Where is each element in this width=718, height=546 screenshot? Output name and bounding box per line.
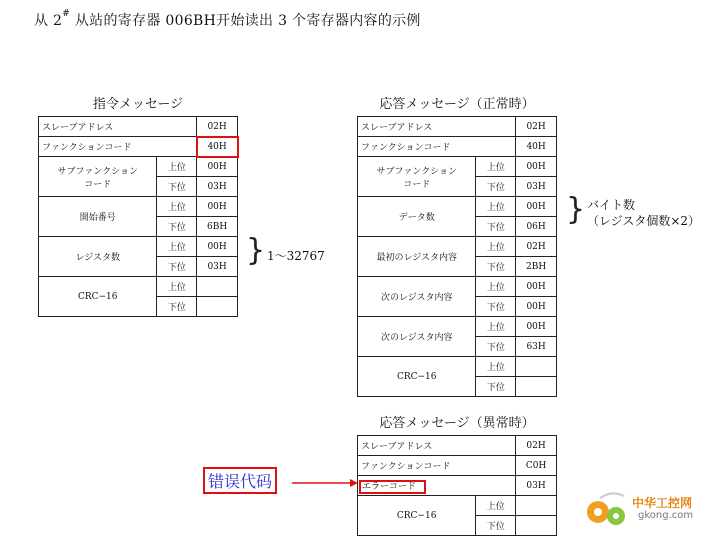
- table-row: データ数 上位 00H: [358, 197, 557, 217]
- table-row: 最初のレジスタ内容 上位 02H: [358, 237, 557, 257]
- byte-count-note: バイト数 （レジスタ個数×2）: [587, 198, 701, 228]
- normal-response-table: スレーブアドレス 02H ファンクションコード 40H サブファンクション コード 上位 00H 下位 03H データ数 上位 00H 下位 06H 最初のレジスタ内容 上位 02H 下位 2BH 次のレジスタ内容 上位 00H 下位 00H 次のレジスタ内容 上位 00H 下位 63H CRC−16 上位 下位: [357, 116, 557, 397]
- callout-arrow: [292, 476, 358, 490]
- register-range-note: 1～32767: [267, 249, 325, 263]
- error-response-caption: 応答メッセージ（異常時）: [379, 416, 535, 431]
- command-table: スレーブアドレス 02H ファンクションコード 40H サブファンクション コード 上位 00H 下位 03H 開始番号 上位 00H 下位 6BH レジスタ数 上位 00H 下位 03H CRC−16 上位 下位: [38, 116, 238, 317]
- table-row: レジスタ数 上位 00H: [39, 237, 238, 257]
- error-code-highlight: エラーコード: [361, 482, 424, 492]
- command-caption: 指令メッセージ: [92, 97, 184, 112]
- table-row: ファンクションコード 40H: [39, 137, 238, 157]
- table-row: スレーブアドレス 02H: [358, 117, 557, 137]
- table-row: ファンクションコード C0H: [358, 456, 557, 476]
- table-row: エラーコード 03H: [358, 476, 557, 496]
- byte-count-brace: }: [566, 192, 586, 227]
- range-brace: }: [246, 233, 266, 268]
- function-code-highlight: 40H: [197, 137, 238, 157]
- table-row: サブファンクション コード 上位 00H: [39, 157, 238, 177]
- error-response-table: スレーブアドレス 02H ファンクションコード C0H エラーコード 03H CRC−16 上位 下位: [357, 435, 557, 536]
- normal-response-caption: 応答メッセージ（正常時）: [379, 97, 535, 112]
- table-row: 次のレジスタ内容 上位 00H: [358, 317, 557, 337]
- table-row: 次のレジスタ内容 上位 00H: [358, 277, 557, 297]
- table-row: スレーブアドレス 02H: [358, 436, 557, 456]
- table-row: スレーブアドレス 02H: [39, 117, 238, 137]
- table-row: CRC−16 上位: [358, 496, 557, 516]
- table-row: ファンクションコード 40H: [358, 137, 557, 157]
- table-row: 開始番号 上位 00H: [39, 197, 238, 217]
- error-code-callout: 错误代码: [203, 467, 277, 494]
- gkong-logo: [582, 488, 706, 536]
- table-row: サブファンクション コード 上位 00H: [358, 157, 557, 177]
- table-row: CRC−16 上位: [39, 277, 238, 297]
- logo-text: 中华工控网: [632, 496, 693, 510]
- gear-icon: [582, 490, 630, 534]
- page-title: 从 2# 从站的寄存器 006BH开始读出 3 个寄存器内容的示例: [34, 9, 421, 29]
- logo-url: gkong.com: [638, 510, 694, 521]
- table-row: CRC−16 上位: [358, 357, 557, 377]
